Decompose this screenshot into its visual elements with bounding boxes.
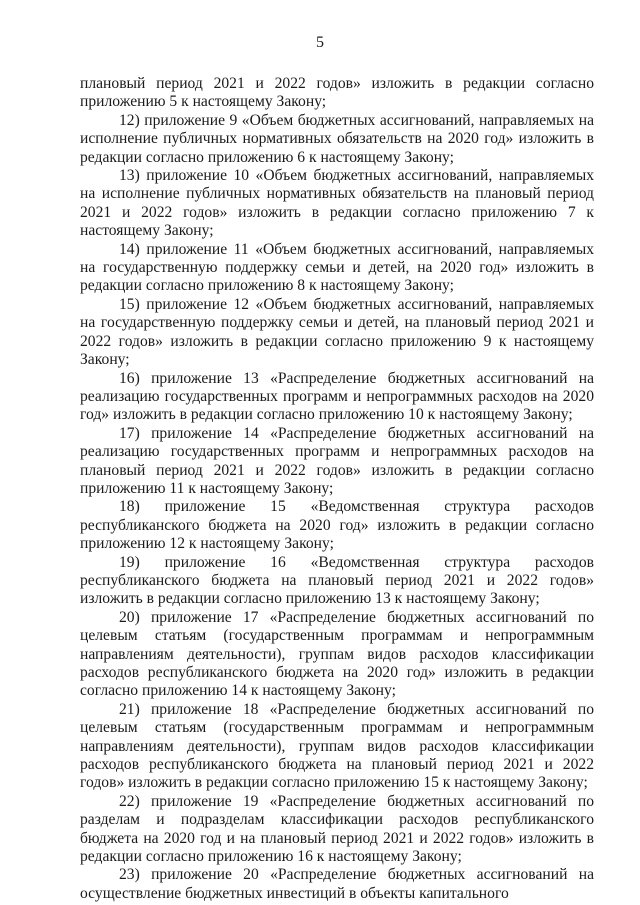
paragraph-continuation: плановый период 2021 и 2022 годов» изложить в редакции согласно приложению 5 к настоящему Закону; [80,75,594,111]
paragraph-item-19: 19) приложение 16 «Ведомственная структура расходов республиканского бюджета на плановый период 2021 и 2022 годов» изложить в редакции согласно приложению 13 к настоящему Закону; [80,553,594,608]
document-body [80,75,594,903]
paragraph-item-18: 18) приложение 15 «Ведомственная структура расходов республиканского бюджета на 2020 год» изложить в редакции согласно приложению 12 к настоящему Закону; [80,498,594,553]
paragraph-item-22: 22) приложение 19 «Распределение бюджетных ассигнований по разделам и подразделам классификации расходов республиканского бюджета на 2020 год и на плановый период 2021 и 2022 годов» изложить в редакции согласно приложению 16 к настоящему Закону; [80,792,594,866]
paragraph-item-15: 15) приложение 12 «Объем бюджетных ассигнований, направляемых на государственную поддержку семьи и детей, на плановый период 2021 и 2022 годов» изложить в редакции согласно приложению 9 к настоящему Закону; [80,295,594,369]
paragraph-item-20: 20) приложение 17 «Распределение бюджетных ассигнований по целевым статьям (государственным программам и непрограммным направлениям деятельности), группам видов расходов классификации расходов республиканского бюджета на 2020 год» изложить в редакции согласно приложению 14 к настоящему Закону; [80,608,594,700]
paragraph-item-21: 21) приложение 18 «Распределение бюджетных ассигнований по целевым статьям (государственным программам и непрограммным направлениям деятельности), группам видов расходов классификации расходов республиканского бюджета на плановый период 2021 и 2022 годов» изложить в редакции согласно приложению 15 к настоящему Закону; [80,700,594,792]
paragraph-item-16: 16) приложение 13 «Распределение бюджетных ассигнований на реализацию государственных программ и непрограммных расходов на 2020 год» изложить в редакции согласно приложению 10 к настоящему Закону; [80,369,594,424]
paragraph-item-17: 17) приложение 14 «Распределение бюджетных ассигнований на реализацию государственных программ и непрограммных расходов на плановый период 2021 и 2022 годов» изложить в редакции согласно приложению 11 к настоящему Закону; [80,424,594,497]
paragraph-item-13: 13) приложение 10 «Объем бюджетных ассигнований, направляемых на исполнение публичных нормативных обязательств на плановый период 2021 и 2022 годов» изложить в редакции согласно приложению 7 к настоящему Закону; [80,167,594,240]
paragraph-item-23: 23) приложение 20 «Распределение бюджетных ассигнований на осуществление бюджетных инвестиций в объекты капитального [80,866,594,902]
paragraph-item-12: 12) приложение 9 «Объем бюджетных ассигнований, направляемых на исполнение публичных нормативных обязательств на 2020 год» изложить в редакции согласно приложению 6 к настоящему Закону; [80,111,594,166]
paragraph-item-14: 14) приложение 11 «Объем бюджетных ассигнований, направляемых на государственную поддержку семьи и детей, на 2020 год» изложить в редакции согласно приложению 8 к настоящему Закону; [80,240,594,295]
page-number: 5 [316,34,324,51]
